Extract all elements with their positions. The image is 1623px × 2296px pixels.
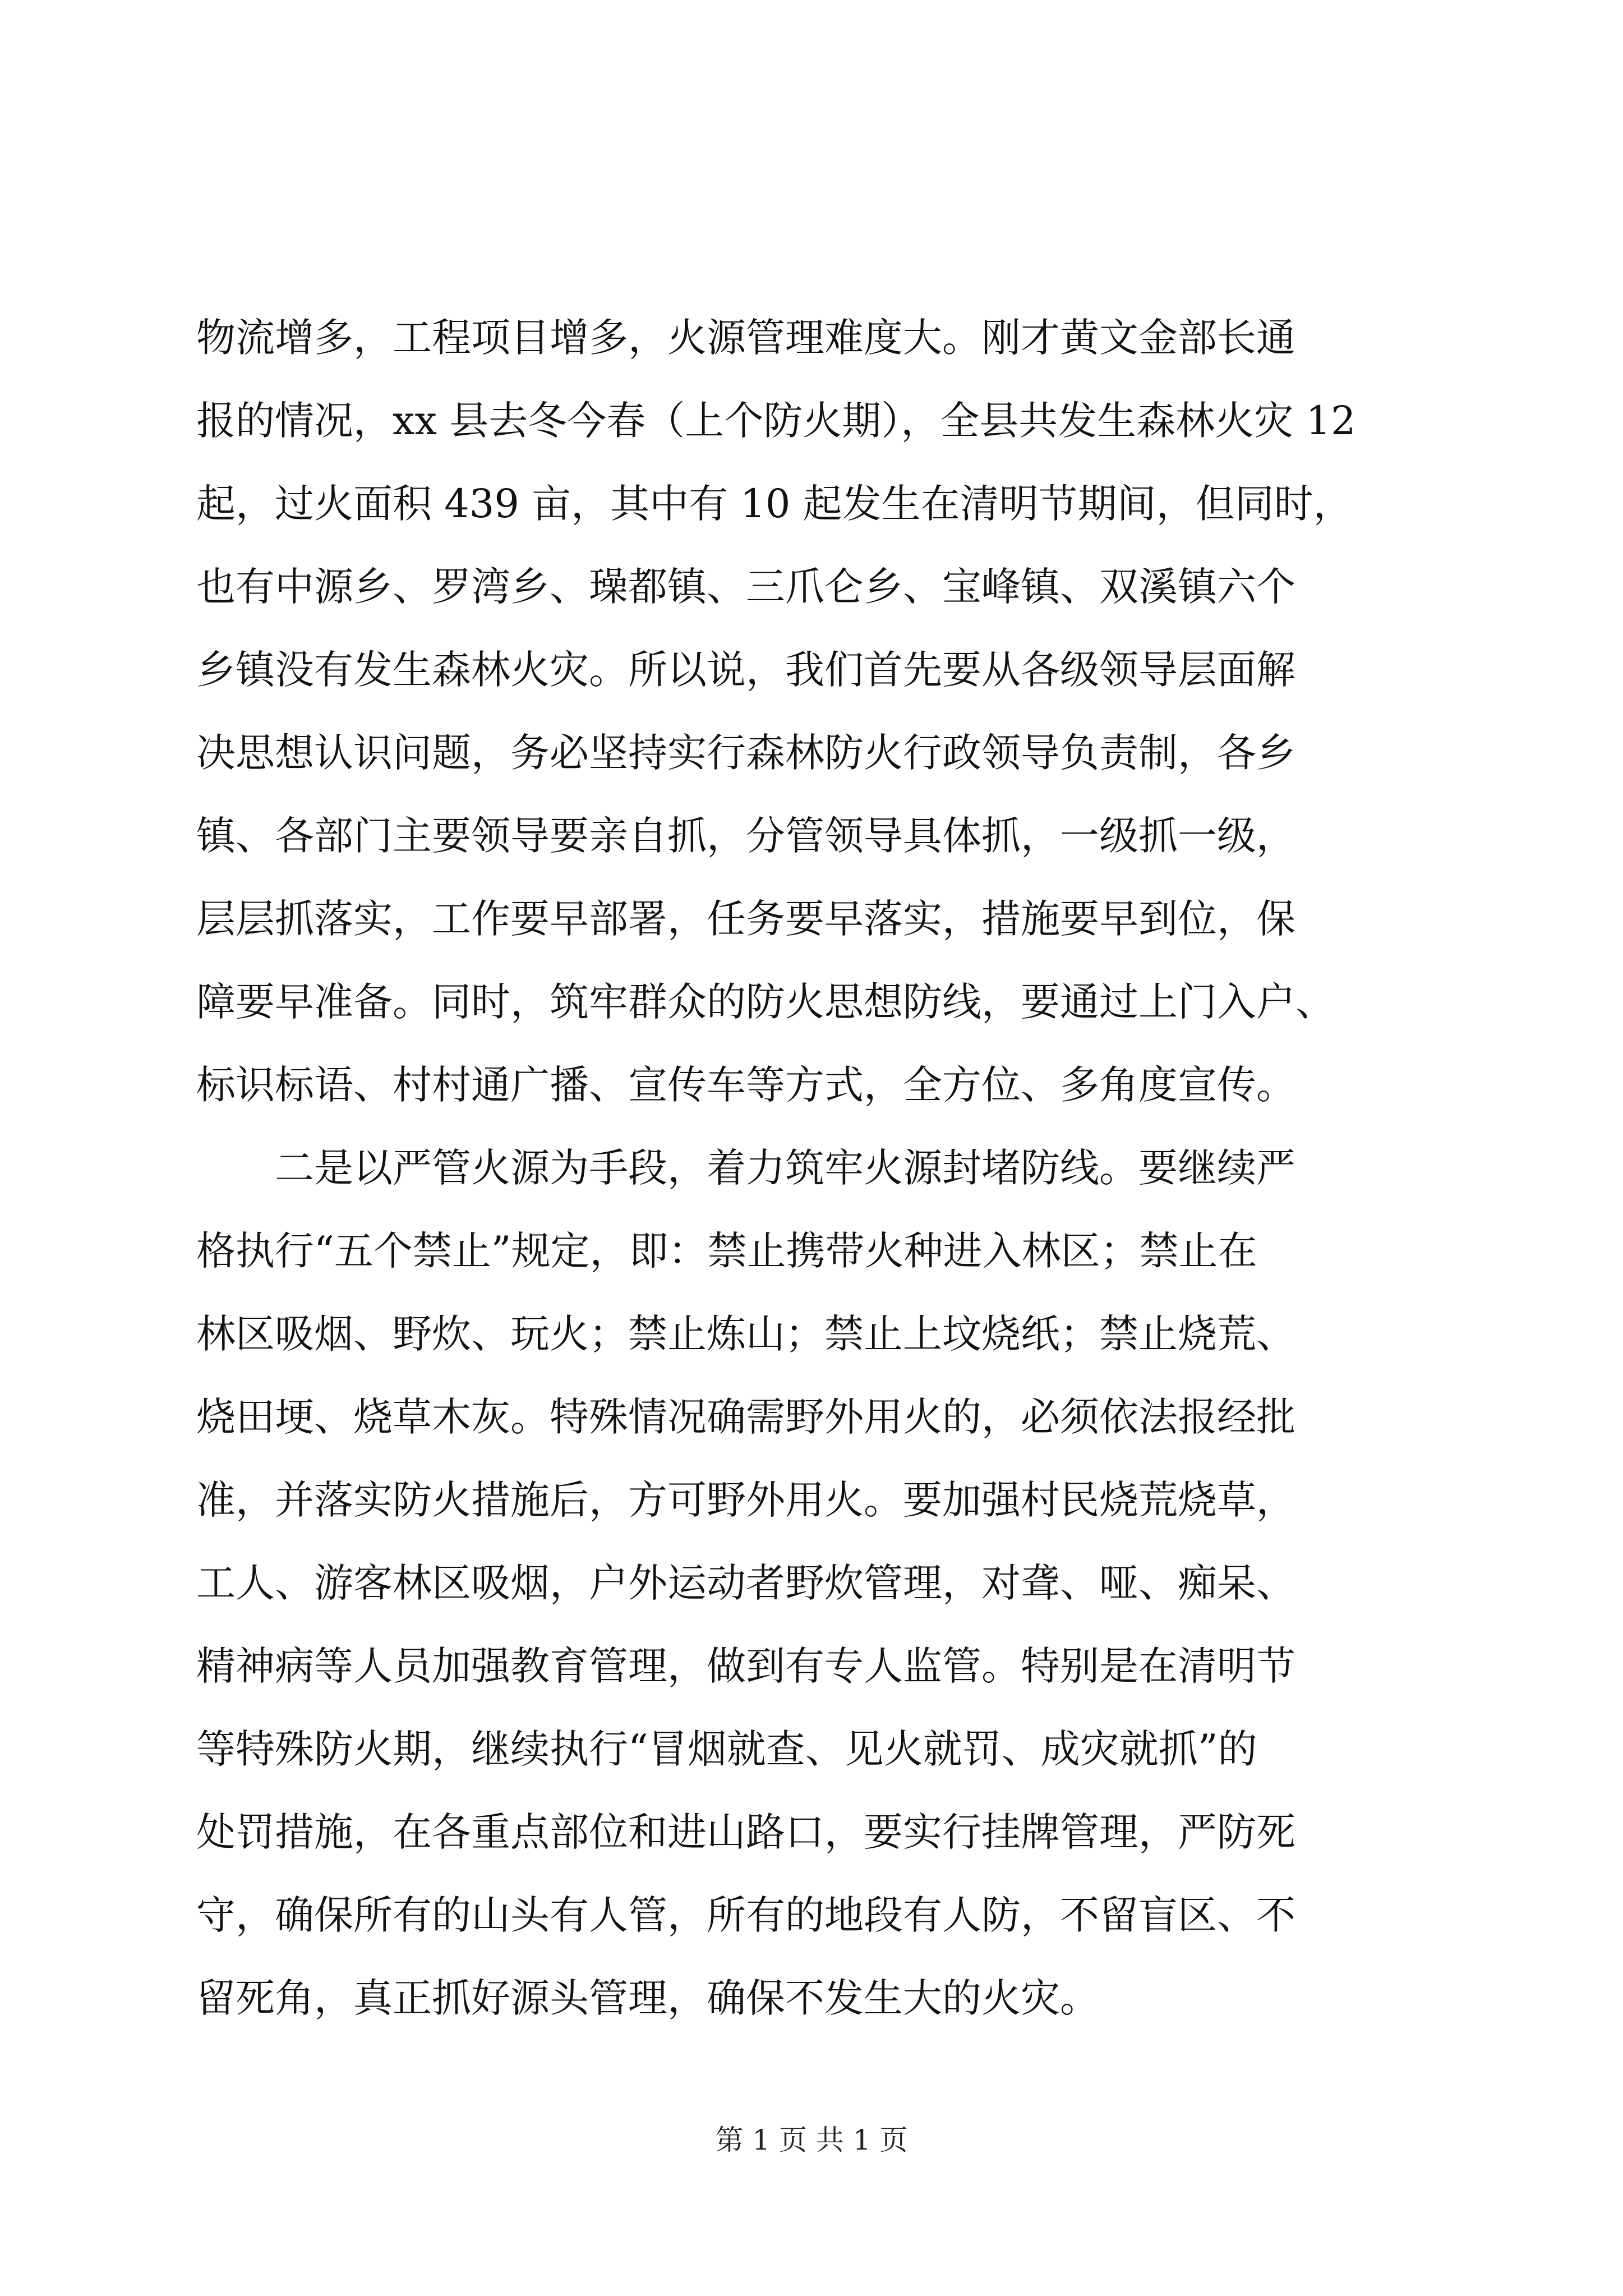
text-line: 等特殊防火期，继续执行“冒烟就查、见火就罚、成灾就抓”的	[196, 1726, 1257, 1772]
text-line: 工人、游客林区吸烟，户外运动者野炊管理，对聋、哑、痴呆、	[196, 1560, 1295, 1606]
document-body	[196, 296, 1430, 2040]
text-line: 乡镇没有发生森林火灾。所以说，我们首先要从各级领导层面解	[196, 647, 1295, 693]
text-line: 镇、各部门主要领导要亲自抓，分管领导具体抓，一级抓一级，	[196, 813, 1295, 859]
text-line: 精神病等人员加强教育管理，做到有专人监管。特别是在清明节	[196, 1643, 1295, 1689]
text-line: 障要早准备。同时，筑牢群众的防火思想防线，要通过上门入户、	[196, 979, 1335, 1025]
text-line: 留死角，真正抓好源头管理，确保不发生大的火灾。	[196, 1975, 1099, 2021]
text-line: 标识标语、村村通广播、宣传车等方式，全方位、多角度宣传。	[196, 1062, 1295, 1108]
text-line: 物流增多，工程项目增多，火源管理难度大。刚才黄文金部长通	[196, 315, 1295, 361]
text-line: 准，并落实防火措施后，方可野外用火。要加强村民烧荒烧草，	[196, 1477, 1295, 1523]
text-line: 烧田埂、烧草木灰。特殊情况确需野外用火的，必须依法报经批	[196, 1394, 1295, 1440]
page-footer: 第 1 页 共 1 页	[715, 2124, 908, 2156]
text-line: 决思想认识问题，务必坚持实行森林防火行政领导负责制，各乡	[196, 730, 1295, 776]
text-line: 也有中源乡、罗湾乡、璪都镇、三爪仑乡、宝峰镇、双溪镇六个	[196, 564, 1295, 610]
text-line: 格执行“五个禁止”规定，即：禁止携带火种进入林区；禁止在	[196, 1228, 1257, 1274]
text-line: 守，确保所有的山头有人管，所有的地段有人防，不留盲区、不	[196, 1892, 1295, 1938]
text-line: 二是以严管火源为手段，着力筑牢火源封堵防线。要继续严	[196, 1145, 1295, 1191]
text-line: 处罚措施，在各重点部位和进山路口，要实行挂牌管理，严防死	[196, 1809, 1295, 1855]
text-line: 层层抓落实，工作要早部署，任务要早落实，措施要早到位，保	[196, 896, 1295, 942]
text-line: 林区吸烟、野炊、玩火；禁止炼山；禁止上坟烧纸；禁止烧荒、	[196, 1311, 1295, 1357]
text-line: 报的情况，xx 县去冬今春（上个防火期），全县共发生森林火灾 12	[196, 398, 1356, 444]
text-line: 起，过火面积 439 亩，其中有 10 起发生在清明节期间，但同时，	[196, 481, 1353, 527]
